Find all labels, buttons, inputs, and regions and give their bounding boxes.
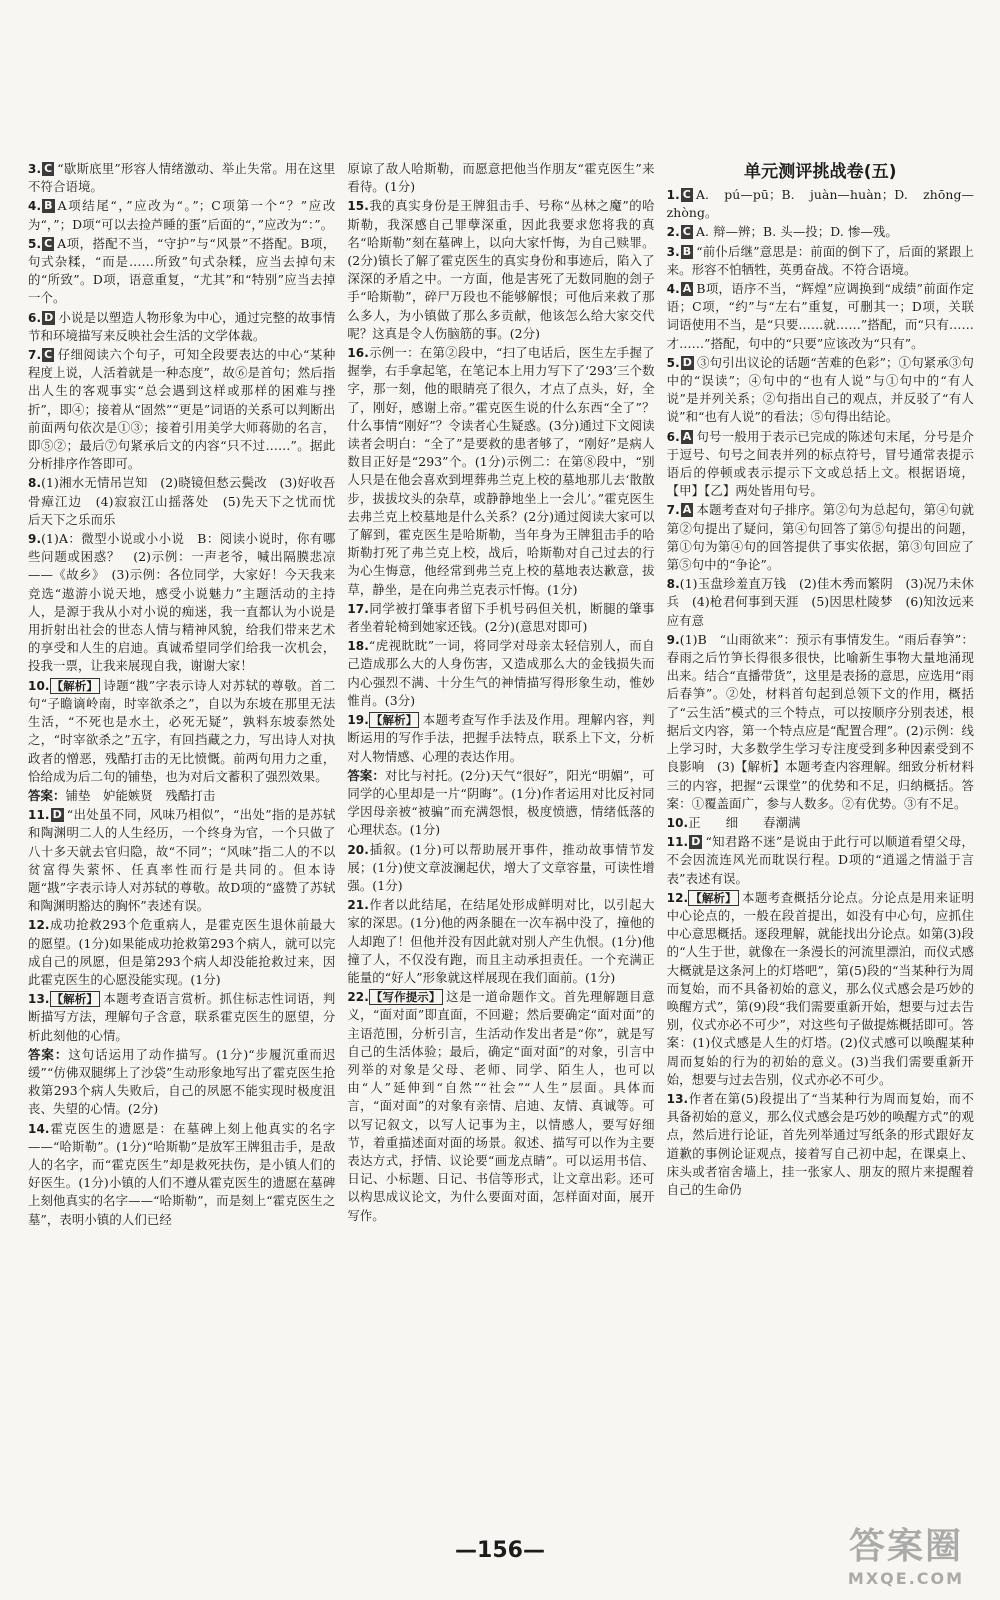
answer-text: 成功抢救293个危重病人，是霍克医生退休前最大的愿望。(1分)如果能成功抢救第293个病人，就可以完成自己的夙愿，但是第293个病人却没能抢救过来，因此霍克医生的心愿没能实现。(1分) (28, 917, 336, 987)
answer-item (28, 474, 348, 529)
answer-text: 诗题“戡”字表示诗人对苏轼的尊敬。首二句“子瞻谪岭南，时宰欲杀之”，自以为东坡在那里无法生活，“不死也是水土，必死无疑”，孰料东坡泰然处之，“时宰欲杀之”五字，有回挡藏之力，写出诗人对执政者的憎恶，残酷打击的无比愤慨。前两句用力之重，恰给成为后二句的铺垫，也为对后文蓄积了强烈效果。 (28, 677, 336, 784)
question-number: 3. (666, 244, 680, 259)
question-number: 6. (28, 310, 42, 325)
answer-choice-badge: A (682, 282, 692, 296)
question-number: 5. (28, 236, 42, 251)
answer-item (28, 787, 335, 805)
answer-text: 这是一道命题作文。首先理解题目意义，“面对面”即直面，不回避；然后要确定“面对面”的主语范围，分析引言，生活动作发出者是“你”，就是写自己的生活体验；最后，确定“面对面”的对象，引言中列举的对象是父母、老师、同学、陌生人，也可以由“人”延伸到“自然”“社会”“人生”层面。具体而言，“面对面”的对象有亲情、启迪、友情、真诚等。可以写记叙文，以写人记事为主，以情感人，要写好细节，着重描述面对面的场景。叙述、描写可以作为主要表达方式，抒情、议论要“画龙点睛”。可以运用书信、日记、小标题、日记、书信等形式，让文章出彩。还可以构思成议论文，为什么要面对面，怎样面对面，展开写作。 (347, 989, 655, 1223)
answer-item (28, 916, 335, 989)
answer-text: A. pú—pū；B. juàn—huàn；D. zhōng—zhòng。 (666, 187, 974, 221)
answer-item (28, 235, 335, 308)
answer-item (667, 428, 974, 501)
answer-choice-badge: C (682, 225, 691, 239)
section-title: 单元测评挑战卷(五) (744, 162, 897, 182)
watermark-logo (826, 1525, 986, 1595)
watermark-cn: 答案圈 (848, 1526, 963, 1567)
answer-item (28, 346, 335, 473)
question-number: 22. (347, 990, 369, 1005)
question-number: 6. (666, 429, 680, 444)
answer-text: “知君路不迷”是说由于此行可以顺道看望父母，不会因流连风光而耽误行程。D项的“逍遥之情溢于言表”表述有误。 (666, 834, 974, 886)
answer-item (347, 767, 654, 840)
answer-text: 原谅了敌人哈斯勒，而愿意把他当作朋友“霍克医生”来看待。(1分) (347, 161, 655, 195)
answer-item (28, 160, 335, 196)
question-number: 8. (28, 476, 42, 491)
question-number: 4. (28, 199, 42, 214)
answer-choice-badge: C (682, 188, 691, 201)
answer-item (28, 677, 335, 786)
answer-key-page (28, 160, 974, 1490)
question-number: 8. (666, 577, 680, 592)
question-number: 1. (666, 188, 680, 202)
answer-choice-badge: C (44, 236, 53, 250)
answer-lead: 答案： (347, 767, 385, 783)
question-number: 20. (347, 842, 369, 857)
answer-item (667, 354, 974, 427)
answer-item (28, 806, 335, 915)
answer-text: “出处虽不同，风味乃相似”，“出处”指的是苏轼和陶渊明二人的人生经历，一个终身为官，一个只做了八十多天就去官归隐，故“不同”；“风味”指二人的不以贫富得失萦怀、任真率性而行是共同的。但本诗题“戡”字表示诗人对苏轼的尊敬。故D项的“盛赞了苏轼和陶渊明豁达的胸怀”表述有误。 (28, 807, 336, 914)
answer-choice-badge: D (44, 310, 54, 324)
column-middle (347, 160, 654, 1490)
question-number: 4. (666, 282, 680, 297)
analysis-tag: 【写作提示】 (370, 990, 441, 1005)
question-number: 9. (28, 532, 42, 547)
answer-item (667, 814, 974, 832)
answer-text: 插叙。(1分)可以帮助展开事件，推动故事情节发展；(1分)使文章波澜起伏，增大了文章容量，可读性增强。(1分) (347, 841, 655, 893)
answer-item (667, 631, 974, 813)
answer-item (28, 530, 335, 676)
answer-text: 句号一般用于表示已完成的陈述句末尾，分号是介于逗号、句号之间表并列的标点符号，冒号通常表提示语后的停顿或表示提示下文或总括上文。根据语境，【甲】【乙】两处皆用句号。 (666, 428, 974, 499)
analysis-tag: 【解析】 (690, 890, 737, 905)
answer-item (347, 637, 654, 710)
answer-item (347, 988, 654, 1225)
answer-item (347, 160, 654, 196)
answer-item (667, 280, 974, 353)
answer-item (28, 309, 335, 345)
question-number: 17. (347, 601, 369, 616)
answer-item (667, 243, 974, 279)
answer-item (667, 889, 974, 1089)
question-number: 21. (347, 898, 369, 913)
answer-text: 小说是以塑造人物形象为中心，通过完整的故事情节和环境描写来反映社会生活的文学体裁。 (28, 309, 336, 343)
answer-text: 仔细阅读六个句子，可知全段要表达的中心“某种程度上说，人活着就是一种态度”，故⑥是首句；然后指出人生的客观事实“总会遇到这样或那样的困难与挫折”，即④；接着从“固然”“更是”词语的关系可以判断出前面两句依次是①③；接着引用美学大师蒋勋的名言，即⑤②；最后⑦句紧承后文的内容“只不过……”。据此分析排序作答即可。 (28, 347, 336, 472)
answer-text: “歇斯底里”形容人情绪激动、举止失常。用在这里不符合语境。 (28, 161, 336, 195)
analysis-tag: 【解析】 (51, 992, 98, 1007)
question-number: 5. (666, 355, 680, 370)
analysis-tag: 【解析】 (51, 678, 98, 693)
answer-choice-badge: C (44, 348, 53, 362)
question-number: 16. (347, 346, 369, 361)
answer-item (667, 186, 974, 222)
answer-text: (1)玉盘珍羞直万钱 (2)佳木秀而繁阴 (3)况乃未休兵 (4)枪君何事到天涯 (5)因思杜陵梦 (6)知汝远来应有意 (666, 576, 974, 628)
answer-choice-badge: A (682, 503, 692, 517)
question-number: 10. (28, 678, 50, 693)
answer-item (347, 711, 654, 766)
answer-choice-badge: A (682, 429, 692, 443)
answer-text: 作者以此结尾，在结尾处形成鲜明对比，以引起大家的深思。(1分)他的两条腿在一次车祸中没了，撞他的人却跑了！但他并没有因此就对别人产生仇恨。(1分)他撞了人，不仅没有跑，而且主动承担责任。一个充满正能量的“好人”形象就这样展现在我们面前。(1分) (347, 897, 655, 985)
question-number: 15. (347, 199, 369, 214)
answer-item (28, 1046, 335, 1119)
question-number: 12. (28, 918, 50, 933)
analysis-tag: 【解析】 (370, 713, 418, 728)
page-number: —156— (455, 1538, 545, 1563)
answer-text: A. 辩—辨；B. 头—投；D. 惨—残。 (695, 224, 898, 240)
watermark-en: MXQE.COM (847, 1569, 965, 1588)
answer-choice-badge: D (682, 355, 692, 369)
answer-item (347, 600, 654, 636)
question-number: 10. (666, 815, 689, 830)
answer-item (347, 841, 654, 896)
answer-text: “虎视眈眈”一词，将同学对母亲太轻信别人，而自己造成那么大的人身伤害，又造成那么大的金钱损失而内心强烈不满、十分生气的神情描写得形象生动，惟妙惟肖。(3分) (347, 638, 655, 708)
answer-text: (1)A：微型小说或小小说 B：阅读小说时，你有哪些问题或困惑？ (2)示例：一声老爷，喊出隔膜悲凉——《故乡》 (3)示例：各位同学，大家好！今天我来竞选“遨游小说天地，感受小说魅力”主题活动的主持人，是源于我从小对小说的痴迷，我一直都认为小说是用折射出社会的世态人情与精神风貌，给我们带来艺术的享受和人生的启迪。真诚希望同学们给我一次机会，投我一票，让我来展现自我，谢谢大家！ (28, 531, 336, 674)
answer-text: (1)湘水无情吊岂知 (2)晓镜但愁云鬓改 (3)好收吾骨瘴江边 (4)寂寂江山摇落处 (5)先天下之忧而忧 后天下之乐而乐 (28, 475, 348, 527)
column-left (28, 160, 348, 1490)
question-number: 9. (666, 632, 680, 647)
answer-text: 本题考查写作手法及作用。理解内容，判断运用的写作手法，把握手法特点，联系上下文，分析对人物情感、心理的表达作用。 (347, 712, 655, 764)
answer-item (28, 197, 335, 233)
answer-choice-badge: B (44, 199, 53, 213)
answer-lead: 答案： (28, 1046, 69, 1062)
answer-text: 我的真实身份是王牌狙击手、号称“丛林之魔”的哈斯勒，我深感自己罪孽深重，因此我要求您将我的真名“哈斯勒”刻在墓碑上，以向大家忏悔，为自己赎罪。(2分)镇长了解了霍克医生的真实身份和事迹后，陷入了深深的矛盾之中。一方面，他是害死了无数同胞的刽子手“哈斯勒”，碎尸万段也不能够解恨；可他后来救了那么多人，为小镇做了那么多贡献，他该怎么给大家交代呢？这真是令人伤脑筋的事。(2分) (347, 198, 655, 341)
answer-choice-badge: B (682, 244, 692, 258)
answer-lead: 答案： (28, 787, 66, 803)
answer-item (667, 223, 974, 241)
answer-text: (1)B “山雨欲来”：预示有事情发生。“雨后春笋”：春雨之后竹笋长得很多很快，比喻新生事物大量地涌现出来。结合“直播带货”，这里是表扬的意思，应选用“雨后春笋”。②处，材料首句起到总领下文的作用，概括了“云生活”模式的三个特点，可以按顺序分别表述，根据后文内容，第一个特点应是“配置合理”。(2)示例：线上学习时，大多数学生学习专注度受到多种因素受到不良影响 (3)【解析】本题考查内容理解。细致分析材料三的内容，把握“云课堂”的优势和不足，归纳概括。答案：①覆盖面广，参与人数多。②有优势。③有不足。 (666, 631, 974, 811)
answer-item (667, 833, 974, 888)
answer-text: 示例一：在第②段中，“扫了电话后，医生左手握了握拳，右手拿起笔，在笔记本上用力写下了‘293’三个数字，那一刻，他的眼睛亮了很久，才点了点头，好，全了，刚好，感谢上帝。”霍克医生说的什么东西“全了”？什么事情“刚好”？令读者心生疑惑。(3分)通过下文阅读读者会明白：“全了”是要救的患者够了，“刚好”是病人数目正好是“293”个。(1分)示例二：在第⑧段中，“别人只是在他会喜欢到埋葬弗兰克上校的墓地那儿去‘散散步，拔拔坟头的杂草，或静静地坐上一会儿’。”霍克医生去弗兰克上校墓地是什么关系？(2分)通过阅读大家可以了解到，霍克医生是哈斯勒，当年身为王牌狙击手的哈斯勒打死了弗兰克上校，战后，哈斯勒对自己过去的行为心生悔意，他经常到弗兰克上校的墓地表达歉意，拔草，静坐，是在向弗兰克表示忏悔。(1分) (347, 345, 655, 597)
question-number: 3. (28, 162, 42, 176)
question-number: 7. (666, 503, 680, 518)
question-number: 18. (347, 639, 369, 654)
answer-choice-badge: D (52, 808, 62, 822)
answer-item (667, 501, 974, 574)
answer-text: ③句引出议论的话题“苦难的色彩”；①句紧承③句中的“误读”；④句中的“也有人说”与①句中的“有人说”是并列关系；②句指出自己的观点，并反驳了“有人说”和“也有人说”的看法；⑤句得出结论。 (666, 354, 974, 425)
answer-text: 这句话运用了动作描写。(1分)“步履沉重而迟缓”“仿佛双腿绑上了沙袋”生动形象地写出了霍克医生抢救第293个病人失败后，自己的夙愿不能实现时极度沮丧、失望的心情。(2分) (28, 1046, 336, 1117)
answer-text: 本题考查概括分论点。分论点是用来证明中心论点的，一般在段首提出，如没有中心句，应抓住中心意思概括。逐段理解，就能找出分论点。如第(3)段的“人生于世，就像在一条漫长的河流里漂泊，而仪式感大概就是这条河上的灯塔吧”，第(5)段的“当某种行为周而复始，而不具备初始的意义，那么仪式感会是巧妙的唤醒方式”，第(9)段“我们需要重新开始，想要与过去告别，仪式亦必不可少”，对这些句子做提炼概括即可。答案：(1)仪式感是人生的灯塔。(2)仪式感可以唤醒某种周而复始的行为的初始的意义。(3)当我们需要重新开始，想要与过去告别，仪式亦必不可少。 (666, 889, 974, 1087)
answer-text: 对比与衬托。(2分)天气“很好”，阳光“明媚”，可同学的心里却是一片“阴晦”。(1分)作者运用对比反衬同学因母亲被“被骗”而充满怨恨，极度愤懑，情绪低落的心理状态。(1分) (347, 767, 655, 838)
answer-text: “前仆后继”意思是：前面的倒下了，后面的紧跟上来。形容不怕牺牲，英勇奋战。不符合语境。 (666, 243, 974, 277)
answer-item (347, 344, 654, 599)
answer-text: A项，搭配不当，“守护”与“风景”不搭配。B项，句式杂糅，“而是……所致”句式杂糅，应当去掉句末的“所致”。D项，语意重复，“尤其”和“特别”应当去掉一个。 (28, 235, 336, 306)
answer-item (28, 1120, 335, 1229)
answer-choice-badge: C (44, 162, 53, 175)
question-number: 19. (347, 713, 369, 728)
question-number: 13. (666, 1091, 689, 1106)
question-number: 13. (28, 992, 50, 1007)
answer-item (28, 990, 335, 1045)
answer-text: 本题考查对句子排序。第②句为总起句，第④句就第②句提出了疑问，第④句回答了第⑤句提出的问题，第①句为第④句的回答提供了事实依据，第③句回应了第⑤句中的“争论”。 (666, 502, 974, 573)
question-number: 12. (666, 890, 689, 905)
answer-text: B项，语序不当，“辉煌”应调换到“成绩”前面作定语；C项，“约”与“左右”重复，可删其一；D项，关联词语使用不当，是“只要……就……”搭配，而“只有……才……”搭配，句中的“只要”应该改为“只有”。 (666, 281, 974, 351)
answer-text: 作者在第(5)段提出了“当某种行为周而复始，而不具备初始的意义，那么仪式感会是巧妙的唤醒方式”的观点，然后进行论证，首先列举通过写纸条的形式跟好友道歉的事例论证观点，接着写自己初中起，在课桌上、床头或者宿舍墙上，挂一张家人、朋友的照片来提醒着自己的生命仍 (666, 1090, 974, 1197)
question-number: 11. (666, 835, 689, 850)
answer-text: 同学被打肇事者留下手机号码但关机，断腿的肇事者坐着轮椅到她家还钱。(2分)(意思对即可) (347, 600, 655, 635)
answer-text: A项结尾“，”应改为“。”；C项第一个“？”应改为“，”；D项“可以去捡芦睡的蛋”后面的“，”应改为“：”。 (28, 198, 336, 232)
answer-item (667, 1090, 974, 1199)
question-number: 11. (28, 808, 50, 823)
answer-choice-badge: D (691, 835, 701, 849)
question-number: 14. (28, 1121, 50, 1136)
answer-text: 正 细 春潮满 (688, 814, 801, 830)
question-number: 7. (28, 348, 42, 363)
answer-item (667, 575, 974, 630)
answer-text: 铺垫 妒能嫉贤 残酷打击 (65, 787, 216, 803)
answer-item (347, 197, 654, 343)
column-right (667, 160, 974, 1490)
answer-text: 霍克医生的遗愿是：在墓碑上刻上他真实的名字——“哈斯勒”。(1分)“哈斯勒”是放军王牌狙击手，是敌人的名字，而“霍克医生”却是救死扶伤，是小镇人们的好医生。(1分)小镇的人们不遵从霍克医生的遗愿在墓碑上刻他真实的名字——“哈斯勒”，而是刻上“霍克医生之墓”，表明小镇的人们已经 (28, 1120, 336, 1227)
answer-text: 本题考查语言赏析。抓住标志性词语，判断描写方法，理解句子含意，联系霍克医生的愿望，分析此刻他的心情。 (28, 991, 336, 1043)
answer-item (347, 896, 654, 987)
question-number: 2. (666, 225, 680, 240)
